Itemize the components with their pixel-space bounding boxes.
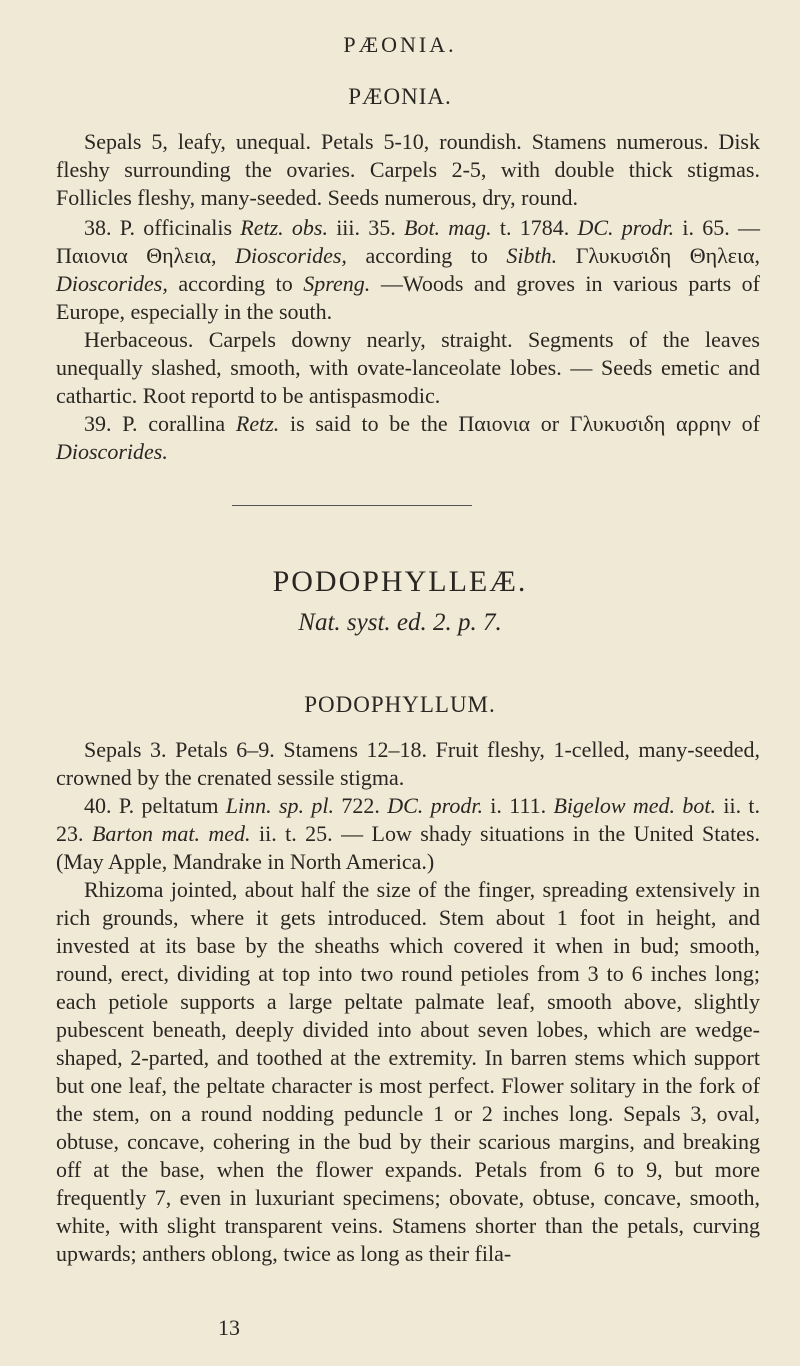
- species-39: 39. P. corallina Retz. is said to be the Παιονια or Γλυκυσιδη αρρην of Dioscorides.: [56, 411, 760, 464]
- genus-heading-paeonia: PÆONIA.: [348, 84, 452, 109]
- section-divider: [232, 505, 472, 506]
- species-40: 40. P. peltatum Linn. sp. pl. 722. DC. prodr. i. 111. Bigelow med. bot. ii. t. 23. Barton mat. med. ii. t. 25. — Low shady situations in the United States. (May Apple, Mandrake in North America.): [56, 793, 761, 874]
- genus-heading-podophyllum: PODOPHYLLUM.: [304, 692, 496, 717]
- order-reference: Nat. syst. ed. 2. p. 7.: [298, 609, 502, 636]
- species-40-description: Rhizoma jointed, about half the size of the finger, spreading extensively in rich grounds, where it gets introduced. Stem about 1 foot in height, and invested at its base by the sheaths which covered it when in bud; smooth, round, erect, dividing at top into two round petioles from 3 to 6 inches long; each petiole supports a large peltate palmate leaf, smooth above, slightly pubescent beneath, deeply divided into about seven lobes, which are wedge-shaped, 2-parted, and toothed at the extremity. In barren stems which support but one leaf, the peltate character is most perfect. Flower solitary in the fork of the stem, on a round nodding peduncle 1 or 2 inches long. Sepals 3, oval, obtuse, concave, cohering in the bud by their scarious margins, and breaking off at the base, when the flower expands. Petals from 6 to 9, but more frequently 7, even in luxuriant specimens; obovate, obtuse, concave, smooth, white, with slight transparent veins. Stamens shorter than the petals, curving upwards; anthers oblong, twice as long as their fila-: [56, 877, 760, 1266]
- species-38: 38. P. officinalis Retz. obs. iii. 35. Bot. mag. t. 1784. DC. prodr. i. 65. — Παιονια Θηλεια, Dioscorides, according to Sibth. Γλυκυσιδη Θηλεια, Dioscorides, according to Spreng. —Woods and groves in various parts of Europe, especially in the south.: [56, 215, 760, 324]
- order-heading-podophylleae: PODOPHYLLEÆ.: [272, 565, 528, 598]
- podophyllum-character: Sepals 3. Petals 6–9. Stamens 12–18. Fruit fleshy, 1-celled, many-seeded, crowned by the crenated sessile stigma.: [56, 737, 760, 790]
- running-head: PÆONIA.: [343, 32, 457, 57]
- paeonia-character: Sepals 5, leafy, unequal. Petals 5-10, roundish. Stamens numerous. Disk fleshy surrounding the ovaries. Carpels 2-5, with double thick stigmas. Follicles fleshy, many-seeded. Seeds numerous, dry, round.: [56, 129, 760, 210]
- podophyllum-block: [56, 736, 760, 1268]
- species-38-description: Herbaceous. Carpels downy nearly, straight. Segments of the leaves unequally slashed, smooth, with ovate-lanceolate lobes. — Seeds emetic and cathartic. Root reportd to be antispasmodic.: [56, 327, 760, 408]
- signature-mark: 13: [218, 1315, 240, 1340]
- paeonia-block: [56, 128, 760, 466]
